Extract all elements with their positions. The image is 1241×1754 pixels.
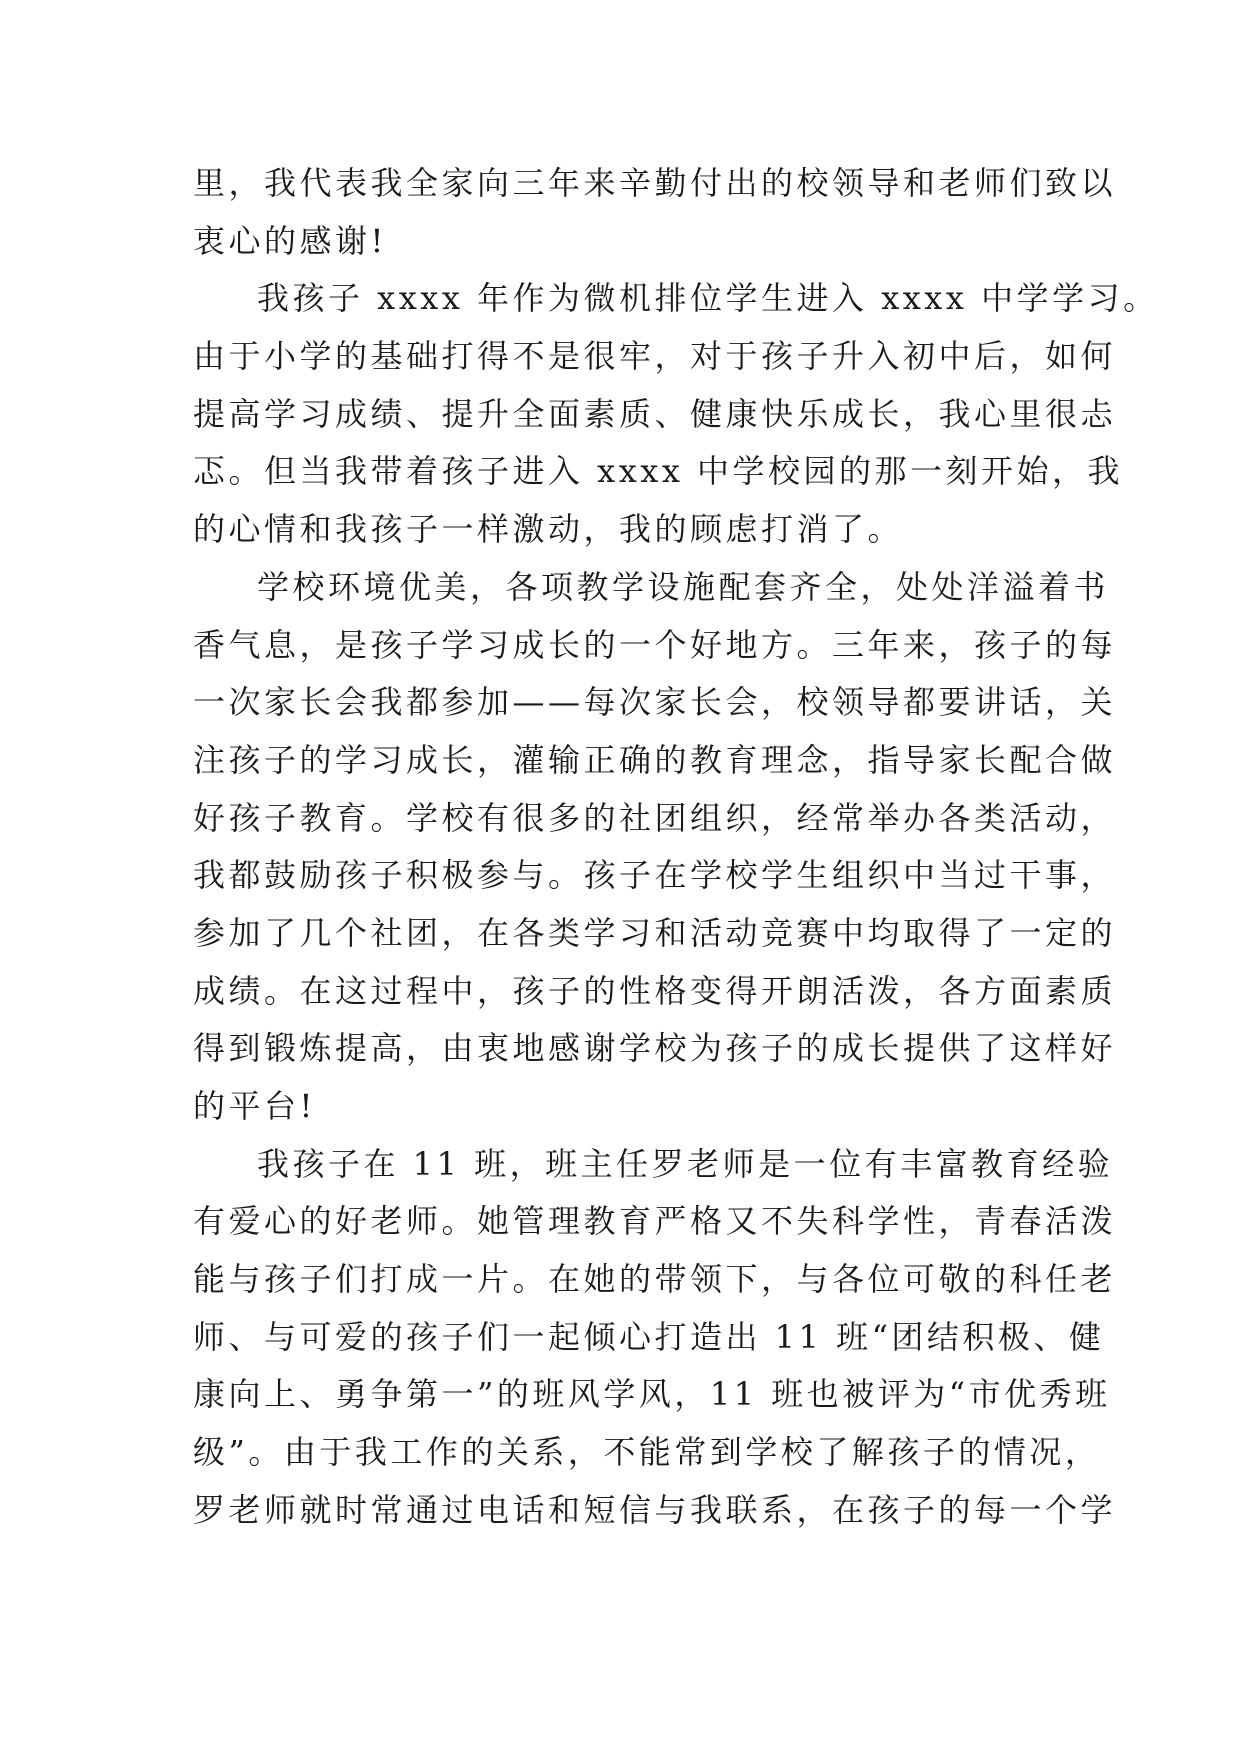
text-line: 师、与可爱的孩子们一起倾心打造出 11 班“团结积极、健 bbox=[193, 1317, 1105, 1356]
text-line: 得到锻炼提高，由衷地感谢学校为孩子的成长提供了这样好 bbox=[193, 1029, 1117, 1068]
document-body bbox=[193, 155, 1159, 1540]
text-line: 康向上、勇争第一”的班风学风，11 班也被评为“市优秀班 bbox=[193, 1375, 1111, 1414]
text-line: 一次家长会我都参加——每次家长会，校领导都要讲话，关 bbox=[193, 683, 1117, 722]
text-line: 级”。由于我工作的关系，不能常到学校了解孩子的情况， bbox=[193, 1433, 1101, 1472]
text-line: 有爱心的好老师。她管理教育严格又不失科学性，青春活泼 bbox=[193, 1202, 1117, 1241]
text-line: 由于小学的基础打得不是很牢，对于孩子升入初中后，如何 bbox=[193, 337, 1117, 376]
text-line: 好孩子教育。学校有很多的社团组织，经常举办各类活动， bbox=[193, 798, 1117, 837]
text-line: 的心情和我孩子一样激动，我的顾虑打消了。 bbox=[193, 510, 904, 549]
text-line: 罗老师就时常通过电话和短信与我联系，在孩子的每一个学 bbox=[193, 1490, 1117, 1529]
text-line: 的平台! bbox=[193, 1087, 316, 1125]
text-line: 注孩子的学习成长，灌输正确的教育理念，指导家长配合做 bbox=[193, 740, 1117, 779]
paragraph-first-line: 我孩子在 11 班，班主任罗老师是一位有丰富教育经验 bbox=[257, 1144, 1114, 1183]
text-line: 忑。但当我带着孩子进入 xxxx 中学校园的那一刻开始，我 bbox=[193, 452, 1124, 491]
paragraph-first-line: 我孩子 xxxx 年作为微机排位学生进入 xxxx 中学学习。 bbox=[257, 279, 1159, 318]
text-line: 香气息，是孩子学习成长的一个好地方。三年来，孩子的每 bbox=[193, 625, 1117, 664]
text-line: 里，我代表我全家向三年来辛勤付出的校领导和老师们致以 bbox=[193, 164, 1117, 202]
text-line: 参加了几个社团，在各类学习和活动竞赛中均取得了一定的 bbox=[193, 913, 1117, 952]
paragraph-first-line: 学校环境优美，各项教学设施配套齐全，处处洋溢着书 bbox=[257, 567, 1110, 606]
text-line: 提高学习成绩、提升全面素质、健康快乐成长，我心里很忐 bbox=[193, 394, 1117, 433]
text-line: 我都鼓励孩子积极参与。孩子在学校学生组织中当过干事， bbox=[193, 856, 1117, 895]
text-line: 能与孩子们打成一片。在她的带领下，与各位可敬的科任老 bbox=[193, 1260, 1117, 1299]
text-line: 成绩。在这过程中，孩子的性格变得开朗活泼，各方面素质 bbox=[193, 971, 1117, 1010]
text-line: 衷心的感谢! bbox=[193, 221, 387, 260]
